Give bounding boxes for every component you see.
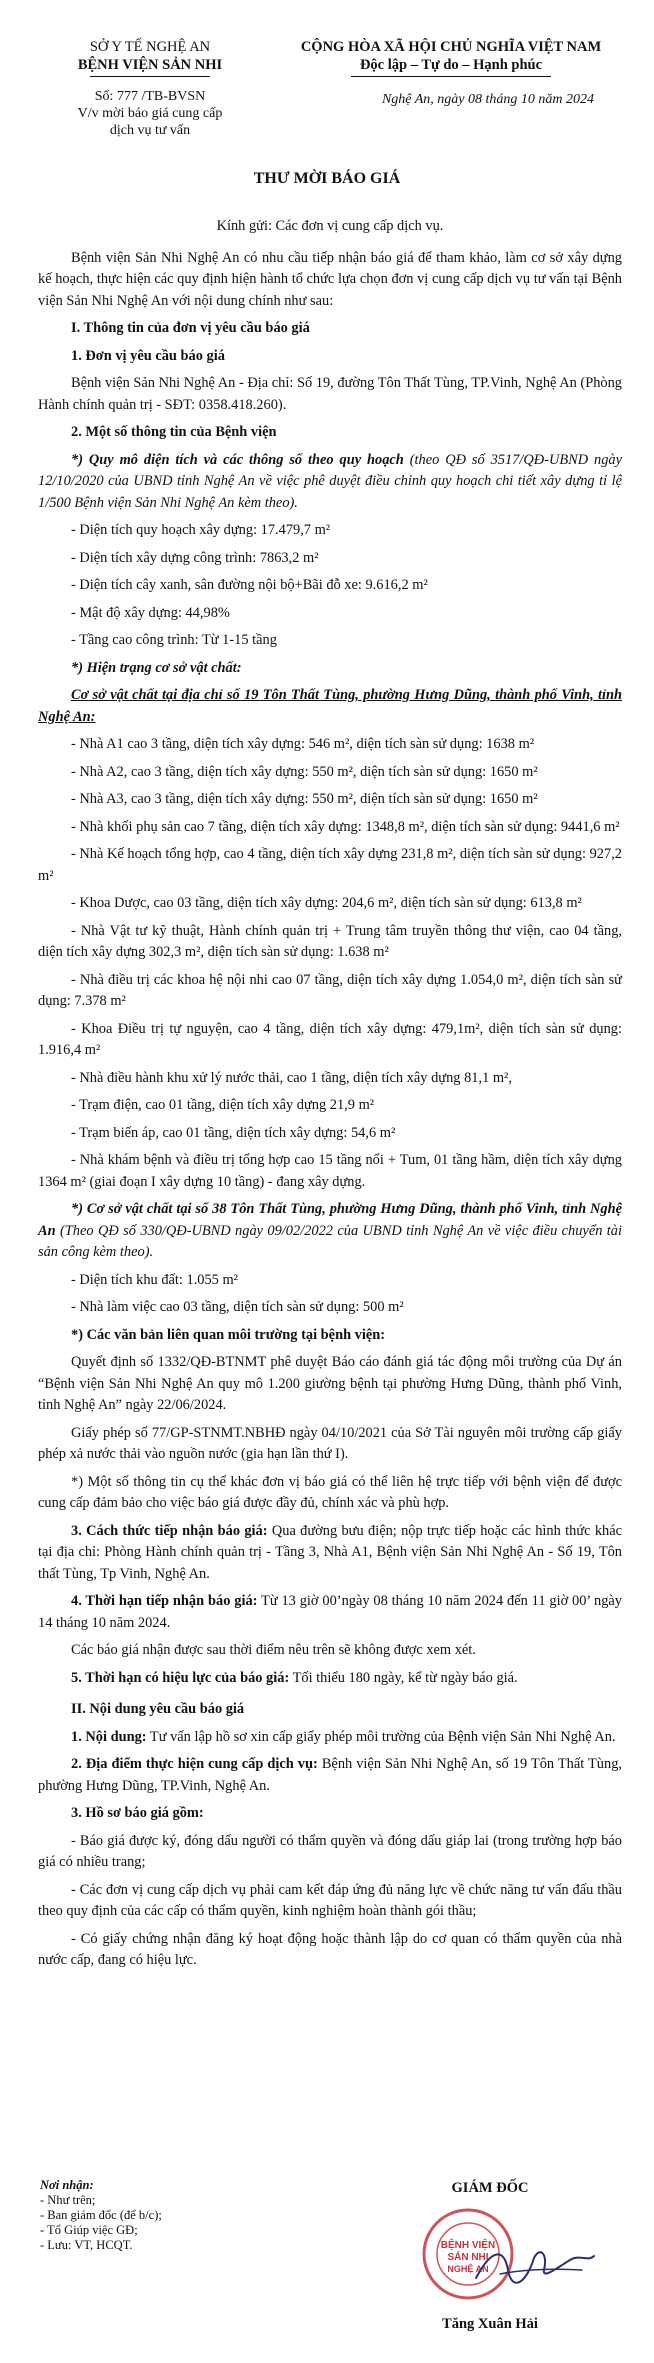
- recipient-item: - Ban giám đốc (để b/c);: [40, 2208, 162, 2222]
- contact-note: *) Một số thông tin cụ thể khác đơn vị báo giá có thể liên hệ trực tiếp với bệnh viện để được cung cấp đảm bảo cho việc báo giá được đầy đủ, chính xác và phù hợp.: [38, 1473, 622, 1511]
- site1-item: - Nhà điều hành khu xử lý nước thải, cao 1 tầng, diện tích xây dựng 81,1 m²,: [71, 1069, 512, 1086]
- site2-item: - Diện tích khu đất: 1.055 m²: [71, 1271, 238, 1288]
- receipt-method: [38, 1521, 622, 1586]
- site1-item: - Nhà điều trị các khoa hệ nội nhi cao 07 tầng, diện tích xây dựng 1.054,0 m², diện tích sàn sử dụng: 7.378 m²: [38, 971, 622, 1009]
- site1-item: - Khoa Dược, cao 03 tầng, diện tích xây dựng: 204,6 m², diện tích sàn sử dụng: 613,8 m²: [71, 895, 582, 911]
- validity-text: Tối thiểu 180 ngày, kể từ ngày báo giá.: [289, 1669, 518, 1686]
- site1-title: Cơ sở vật chất tại địa chỉ số 19 Tôn Thất Tùng, phường Hưng Dũng, thành phố Vinh, tỉnh Nghệ An:: [38, 687, 622, 725]
- receipt-method-text: Qua đường bưu điện; nộp trực tiếp hoặc các hình thức khác tại địa chỉ: Phòng Hành chính quản trị - Tầng 3, Nhà A1, Bệnh viện Sản Nhi Nghệ An - Số 19, Tôn thất Tùng, Tp Vinh, Nghệ An.: [38, 1522, 622, 1582]
- ministry-name: SỞ Y TẾ NGHỆ AN: [89, 39, 211, 55]
- plan-paragraph: [38, 450, 622, 515]
- validity-lead: 5. Thời hạn có hiệu lực của báo giá:: [71, 1669, 290, 1686]
- document-number: Số: 777 /TB-BVSN: [94, 89, 206, 104]
- site2-note: (Theo QĐ số 330/QĐ-UBND ngày 09/02/2022 của UBND tỉnh Nghệ An về việc điều chuyển tài sản công kèm theo).: [38, 1222, 622, 1260]
- late-note: Các báo giá nhận được sau thời điểm nêu trên sẽ không được xem xét.: [71, 1642, 476, 1658]
- site1-item: - Trạm biến áp, cao 01 tầng, diện tích xây dựng: 54,6 m²: [71, 1124, 396, 1141]
- site1-item: - Nhà khám bệnh và điều trị tổng hợp cao 15 tầng nổi + Tum, 01 tầng hầm, diện tích xây dựng 1364 m² (giai đoạn I xây dựng 10 tầng) - đang xây dựng.: [38, 1152, 622, 1190]
- place-and-date: Nghệ An, ngày 08 tháng 10 năm 2024: [381, 92, 595, 107]
- site2-paragraph: [38, 1199, 622, 1264]
- site1-item: - Nhà Kế hoạch tổng hợp, cao 4 tầng, diện tích xây dựng 231,8 m², diện tích sàn sử dụng: 927,2 m²: [38, 846, 622, 884]
- recipient-item: - Như trên;: [40, 2193, 96, 2207]
- site1-item: - Nhà A2, cao 3 tầng, diện tích xây dựng: 550 m², diện tích sàn sử dụng: 1650 m²: [71, 763, 538, 780]
- section1-item1-heading: 1. Đơn vị yêu cầu báo giá: [71, 347, 225, 364]
- current-state-heading: *) Hiện trạng cơ sở vật chất:: [71, 659, 242, 676]
- handwritten-signature-icon: [470, 2240, 600, 2290]
- reference-block: [40, 88, 260, 139]
- plan-item: - Diện tích xây dựng công trình: 7863,2 m²: [71, 549, 319, 566]
- receipt-deadline: [38, 1591, 622, 1634]
- subject-line-2: dịch vụ tư vấn: [109, 123, 191, 138]
- receipt-deadline-lead: 4. Thời hạn tiếp nhận báo giá:: [71, 1593, 258, 1609]
- environment-heading: *) Các văn bản liên quan môi trường tại bệnh viện:: [71, 1326, 386, 1343]
- national-header: [266, 38, 636, 77]
- site2-title: *) Cơ sở vật chất tại số 38 Tôn Thất Tùng, phường Hưng Dũng, thành phố Vinh, tỉnh Nghệ An: [38, 1201, 622, 1239]
- country-name: CỘNG HÒA XÃ HỘI CHỦ NGHĨA VIỆT NAM: [300, 39, 602, 55]
- plan-item: - Tầng cao công trình: Từ 1-15 tầng: [71, 632, 277, 648]
- site1-item: - Nhà khối phụ sản cao 7 tầng, diện tích xây dựng: 1348,8 m², diện tích sàn sử dụng: 9441,6 m²: [71, 818, 620, 835]
- header-rule-right: [351, 76, 551, 77]
- section2-heading: II. Nội dung yêu cầu báo giá: [71, 1701, 245, 1717]
- site1-item: - Khoa Điều trị tự nguyện, cao 4 tầng, diện tích xây dựng: 479,1m², diện tích sàn sử dụng: 1.916,4 m²: [38, 1020, 622, 1058]
- plan-note: (theo QĐ số 3517/QĐ-UBND ngày 12/10/2020 của UBND tỉnh Nghệ An về việc phê duyệt điều chỉnh quy hoạch chi tiết xây dựng tỉ lệ 1/500 Bệnh viện Sản Nhi Nghệ An kèm theo).: [38, 451, 623, 511]
- recipients-title: Nơi nhận:: [40, 2178, 94, 2192]
- plan-item: - Diện tích cây xanh, sân đường nội bộ+Bãi đỗ xe: 9.616,2 m²: [71, 577, 428, 593]
- signer-name: Tăng Xuân Hải: [442, 2316, 538, 2332]
- receipt-method-lead: 3. Cách thức tiếp nhận báo giá:: [71, 1522, 268, 1539]
- dossier-item: - Các đơn vị cung cấp dịch vụ phải cam kết đáp ứng đủ năng lực về chức năng tư vấn đấu thầu theo quy định của các cấp có thẩm quyền, kinh nghiệm hoàn thành gói thầu;: [38, 1881, 622, 1919]
- plan-item: - Mật độ xây dựng: 44,98%: [71, 604, 230, 621]
- signer-position: GIÁM ĐỐC: [451, 2180, 529, 2196]
- hospital-name: BỆNH VIỆN SẢN NHI: [77, 57, 223, 73]
- environment-doc-1: Quyết định số 1332/QĐ-BTNMT phê duyệt Báo cáo đánh giá tác động môi trường của Dự án “Bệnh viện Sản Nhi Nghệ An quy mô 1.200 giường bệnh tại phường Hưng Dũng, thành phố Vinh, tỉnh Nghệ An” ngày 22/06/2024.: [38, 1354, 622, 1413]
- dossier-item: - Báo giá được ký, đóng dấu người có thẩm quyền và đóng dấu giáp lai (trong trường hợp báo giá có nhiều trang;: [38, 1832, 622, 1870]
- svg-text:SẢN NHI: SẢN NHI: [447, 2252, 489, 2263]
- requesting-unit: Bệnh viện Sản Nhi Nghệ An - Địa chỉ: Số 19, đường Tôn Thất Tùng, TP.Vinh, Nghệ An (Phòng Hành chính quản trị - SĐT: 0358.418.260).: [38, 375, 622, 413]
- receipt-deadline-text: Từ 13 giờ 00’ngày 08 tháng 10 năm 2024 đến 11 giờ 00’ ngày 14 tháng 10 năm 2024.: [38, 1593, 622, 1631]
- greeting: Kính gửi: Các đơn vị cung cấp dịch vụ.: [216, 218, 444, 234]
- recipients-block: [40, 2178, 300, 2253]
- header-rule-left: [90, 76, 210, 77]
- document-title: THƯ MỜI BÁO GIÁ: [253, 170, 401, 187]
- dossier-item: - Có giấy chứng nhận đăng ký hoạt động hoặc thành lập do cơ quan có thẩm quyền của nhà nước cấp, đang có hiệu lực.: [38, 1930, 622, 1968]
- site1-item: - Nhà Vật tư kỹ thuật, Hành chính quản trị + Trung tâm truyền thông thư viện, cao 04 tầng, diện tích xây dựng 302,3 m², diện tích sàn sử dụng: 1.638 m²: [38, 922, 622, 960]
- site1-item: - Trạm điện, cao 01 tầng, diện tích xây dựng 21,9 m²: [71, 1097, 375, 1113]
- location-lead: 2. Địa điểm thực hiện cung cấp dịch vụ:: [71, 1756, 318, 1772]
- content-item: [38, 1727, 622, 1749]
- svg-text:NGHỆ AN: NGHỆ AN: [447, 2264, 489, 2274]
- validity-period: [38, 1668, 622, 1690]
- location-item: [38, 1754, 622, 1797]
- subject-line-1: V/v mời báo giá cung cấp: [77, 106, 223, 121]
- plan-item: - Diện tích quy hoạch xây dựng: 17.479,7 m²: [71, 522, 331, 538]
- dossier-heading: 3. Hồ sơ báo giá gồm:: [71, 1805, 204, 1821]
- intro-paragraph: Bệnh viện Sản Nhi Nghệ An có nhu cầu tiếp nhận báo giá để tham khảo, làm cơ sở xây dựng kế hoạch, thực hiện các quy định hiện hành tổ chức lựa chọn đơn vị cung cấp dịch vụ tư vấn tại Bệnh viện Sản Nhi Nghệ An với nội dung chính như sau:: [38, 249, 622, 309]
- svg-text:BỆNH VIỆN: BỆNH VIỆN: [440, 2240, 496, 2251]
- location-text: Bệnh viện Sản Nhi Nghệ An, số 19 Tôn Thất Tùng, phường Hưng Dũng, TP.Vinh, Nghệ An.: [38, 1756, 622, 1794]
- recipient-item: - Tổ Giúp việc GĐ;: [40, 2223, 138, 2237]
- content-lead: 1. Nội dung:: [71, 1728, 147, 1745]
- site1-item: - Nhà A3, cao 3 tầng, diện tích xây dựng: 550 m², diện tích sàn sử dụng: 1650 m²: [71, 791, 538, 807]
- section1-heading: I. Thông tin của đơn vị yêu cầu báo giá: [71, 320, 310, 336]
- environment-doc-2: Giấy phép số 77/GP-STNMT.NBHĐ ngày 04/10/2021 của Sở Tài nguyên môi trường cấp giấy phép xả nước thải vào nguồn nước (gia hạn lần thứ I).: [38, 1424, 622, 1462]
- section1-item2-heading: 2. Một số thông tin của Bệnh viện: [71, 424, 277, 440]
- content-text: Tư vấn lập hồ sơ xin cấp giấy phép môi trường của Bệnh viện Sản Nhi Nghệ An.: [146, 1728, 616, 1745]
- national-motto: Độc lập – Tự do – Hạnh phúc: [359, 57, 543, 73]
- recipient-item: - Lưu: VT, HCQT.: [40, 2238, 133, 2252]
- document-body: [38, 210, 622, 1978]
- site2-item: - Nhà làm việc cao 03 tầng, diện tích sàn sử dụng: 500 m²: [71, 1299, 404, 1315]
- issuer-block: [40, 38, 260, 77]
- site1-item: - Nhà A1 cao 3 tầng, diện tích xây dựng: 546 m², diện tích sàn sử dụng: 1638 m²: [71, 736, 535, 752]
- plan-lead: *) Quy mô diện tích và các thông số theo quy hoạch: [71, 451, 404, 468]
